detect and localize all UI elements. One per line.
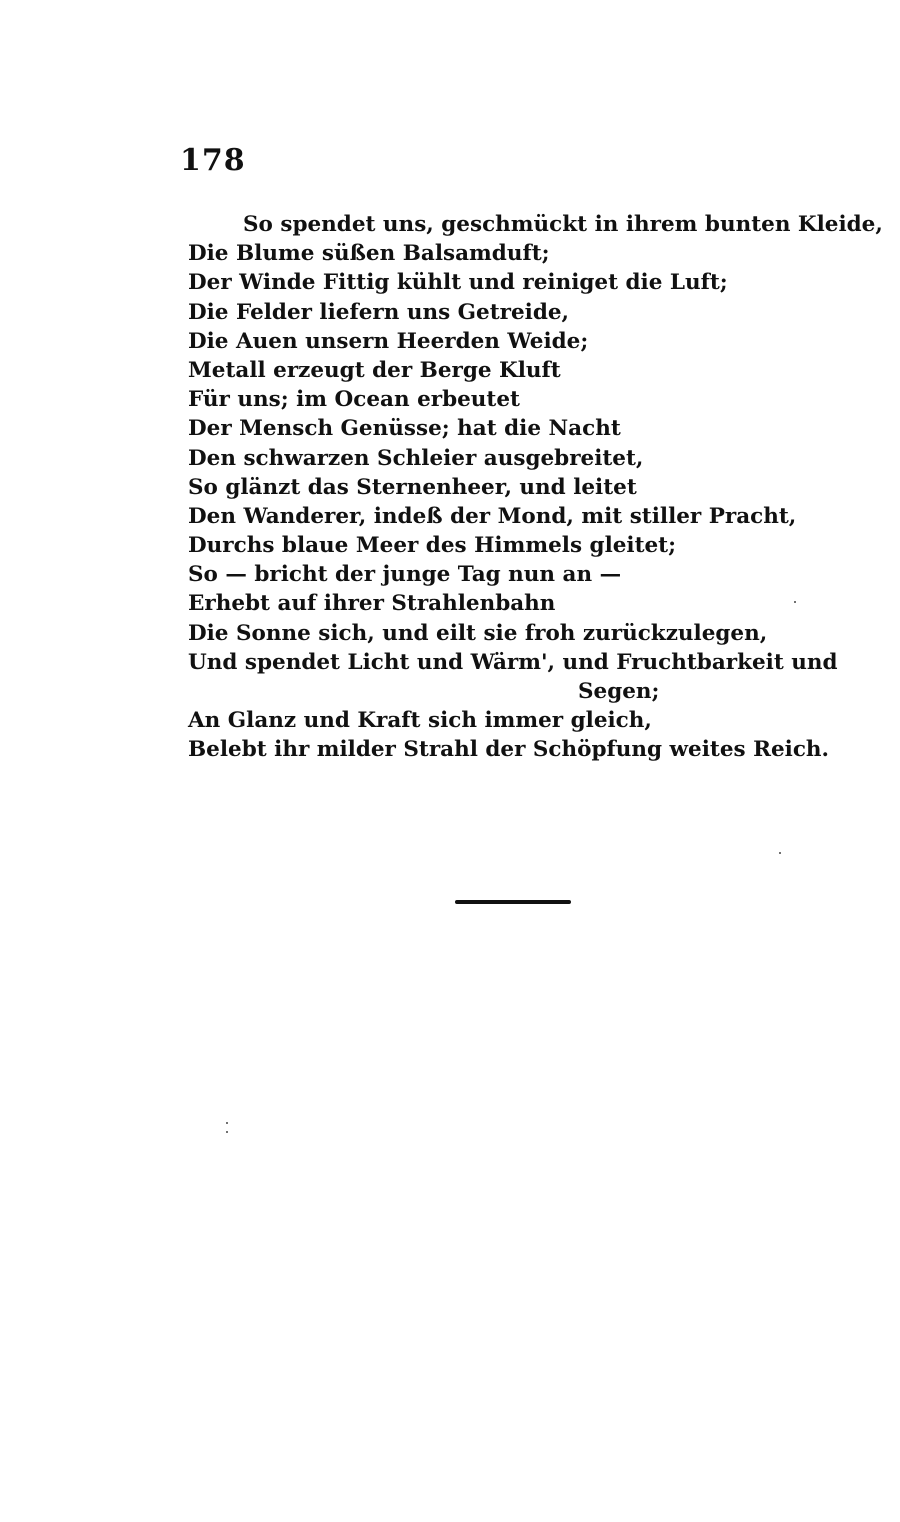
poem-line: So — bricht der junge Tag nun an — [188, 562, 622, 588]
paper-speck [794, 601, 796, 603]
poem-line: Für uns; im Ocean erbeutet [188, 387, 520, 413]
page-number: 178 [180, 143, 246, 178]
poem-line: Erhebt auf ihrer Strahlenbahn [188, 591, 556, 617]
paper-speck [226, 1131, 228, 1133]
poem-line: Den schwarzen Schleier ausgebreitet, [188, 445, 644, 471]
poem-line: Die Auen unsern Heerden Weide; [188, 328, 589, 354]
poem-line: Die Sonne sich, und eilt sie froh zurückzulegen, [188, 620, 768, 646]
poem-line-turnover: Segen; [578, 679, 660, 704]
paper-speck [779, 852, 781, 854]
poem-line: So spendet uns, geschmückt in ihrem bunten Kleide, [243, 212, 883, 237]
end-rule [455, 900, 571, 904]
poem-line: An Glanz und Kraft sich immer gleich, [188, 708, 652, 734]
poem-line: Die Felder liefern uns Getreide, [188, 299, 570, 325]
poem-line: Der Winde Fittig kühlt und reiniget die Luft; [188, 270, 728, 296]
poem-line: Und spendet Licht und Wärm', und Fruchtbarkeit und [188, 649, 838, 675]
poem-line: Belebt ihr milder Strahl der Schöpfung weites Reich. [188, 737, 830, 763]
poem-line: So glänzt das Sternenheer, und leitet [188, 474, 637, 500]
paper-speck [226, 1122, 228, 1124]
poem-line: Durchs blaue Meer des Himmels gleitet; [188, 533, 677, 559]
poem-line: Der Mensch Genüsse; hat die Nacht [188, 416, 621, 442]
poem-line: Metall erzeugt der Berge Kluft [188, 357, 561, 383]
poem-line: Den Wanderer, indeß der Mond, mit stiller Pracht, [188, 503, 797, 529]
poem-text [188, 210, 883, 765]
poem-line: Die Blume süßen Balsamduft; [188, 241, 550, 267]
